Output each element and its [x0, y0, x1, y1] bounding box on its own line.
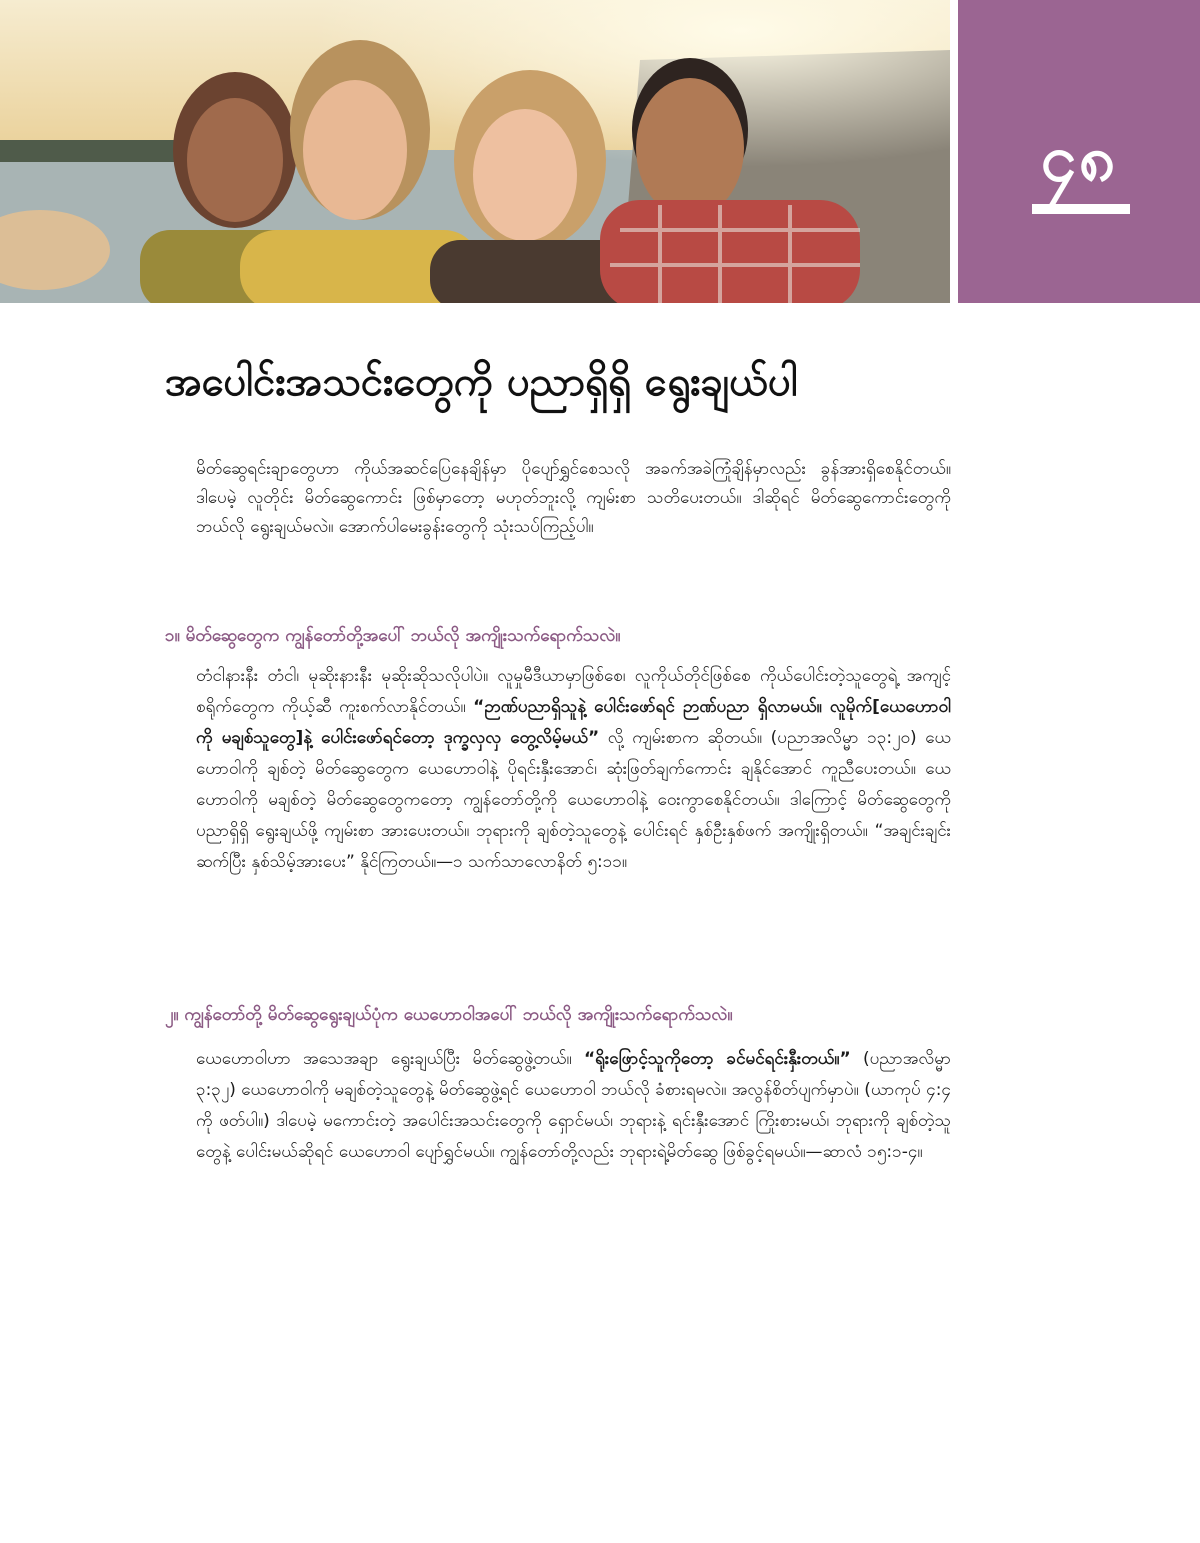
page-title: အပေါင်းအသင်းတွေကို ပညာရှိရှိ ရွေးချယ်ပါ: [165, 359, 798, 405]
question-2-text-b: (ပညာအလိမ္မာ ၃:၃၂) ယေဟောဝါကို မချစ်တဲ့သူတွေနဲ့ မိတ်ဆွေဖွဲ့ရင် ယေဟောဝါ ဘယ်လို ခံစားရမလဲ။ အလွန်စိတ်ပျက်မှာပဲ။ (ယာကုပ် ၄:၄ ကို ဖတ်ပါ။) ဒါပေမဲ့ မကောင်းတဲ့ အပေါင်းအသင်းတွေကို ရှောင်မယ်၊ ဘုရားနဲ့ ရင်းနှီးအောင် ကြိုးစားမယ်၊ ဘုရားကို ချစ်တဲ့သူတွေနဲ့ ပေါင်းမယ်ဆိုရင် ယေဟောဝါ ပျော်ရွှင်မယ်။ ကျွန်တော်တို့လည်း ဘုရားရဲ့မိတ်ဆွေ ဖြစ်ခွင့်ရမယ်။—ဆာလံ ၁၅:၁-၄။: [196, 1049, 951, 1162]
question-1-heading: ၁။ မိတ်ဆွေတွေက ကျွန်တော်တို့အပေါ် ဘယ်လို အကျိုးသက်ရောက်သလဲ။: [165, 626, 621, 646]
group-selfie-photo-icon: [0, 0, 950, 303]
question-1-text-a: တံငါနားနီး တံငါ၊ မုဆိုးနားနီး မုဆိုးဆိုသလိုပါပဲ။ လူမှုမီဒီယာမှာဖြစ်စေ၊ လူကိုယ်တိုင်ဖြစ်စေ ကိုယ်ပေါင်းတဲ့သူတွေရဲ့ အကျင့်စရိုက်တွေက ကိုယ့်ဆီ ကူးစက်လာနိုင်တယ်။: [196, 666, 951, 717]
question-1-quote: “ဉာဏ်ပညာရှိသူနဲ့ ပေါင်းဖော်ရင် ဉာဏ်ပညာ ရှိလာမယ်။ လူမိုက်[ယေဟောဝါကို မချစ်သူတွေ]နဲ့ ပေါင်းဖော်ရင်တော့ ဒုက္ခလှလှ တွေ့လိမ့်မယ်”: [196, 697, 951, 748]
question-2-text-a: ယေဟောဝါဟာ အသေအချာ ရွေးချယ်ပြီး မိတ်ဆွေဖွဲ့တယ်။: [196, 1049, 584, 1069]
hero-photo: [0, 0, 950, 303]
lesson-number-badge: [958, 0, 1200, 303]
lesson-number: ၄၈: [1040, 122, 1118, 196]
question-1-paragraph: [196, 661, 951, 878]
question-2-heading: ၂။ ကျွန်တော်တို့ မိတ်ဆွေရွေးချယ်ပုံက ယေဟောဝါအပေါ် ဘယ်လို အကျိုးသက်ရောက်သလဲ။: [165, 1005, 733, 1025]
question-2-quote: “ရိုးဖြောင့်သူကိုတော့ ခင်မင်ရင်းနှီးတယ်။”: [584, 1049, 851, 1069]
badge-underline: [1032, 204, 1130, 214]
intro-paragraph: မိတ်ဆွေရင်းချာတွေဟာ ကိုယ်အဆင်ပြေနေချိန်မှာ ပိုပျော်ရွှင်စေသလို အခက်အခဲကြုံချိန်မှာလည်း ခွန်အားရှိစေနိုင်တယ်။ ဒါပေမဲ့ လူတိုင်း မိတ်ဆွေကောင်း ဖြစ်မှာတော့ မဟုတ်ဘူးလို့ ကျမ်းစာ သတိပေးတယ်။ ဒါဆိုရင် မိတ်ဆွေကောင်းတွေကို ဘယ်လို ရွေးချယ်မလဲ။ အောက်ပါမေးခွန်းတွေကို သုံးသပ်ကြည့်ပါ။: [196, 459, 951, 537]
question-1-text-b: လို့ ကျမ်းစာက ဆိုတယ်။ (ပညာအလိမ္မာ ၁၃:၂၀) ယေဟောဝါကို ချစ်တဲ့ မိတ်ဆွေတွေက ယေဟောဝါနဲ့ ပိုရင်းနှီးအောင်၊ ဆုံးဖြတ်ချက်ကောင်း ချနိုင်အောင် ကူညီပေးတယ်။ ယေဟောဝါကို မချစ်တဲ့ မိတ်ဆွေတွေကတော့ ကျွန်တော်တို့ကို ယေဟောဝါနဲ့ ဝေးကွာစေနိုင်တယ်။ ဒါကြောင့် မိတ်ဆွေတွေကို ပညာရှိရှိ ရွေးချယ်ဖို့ ကျမ်းစာ အားပေးတယ်။ ဘုရားကို ချစ်တဲ့သူတွေနဲ့ ပေါင်းရင် နှစ်ဦးနှစ်ဖက် အကျိုးရှိတယ်။ “အချင်းချင်း ဆက်ပြီး နှစ်သိမ့်အားပေး” နိုင်ကြတယ်။—၁ သက်သာလောနိတ် ၅:၁၁။: [196, 728, 951, 872]
question-2-paragraph: [196, 1044, 951, 1168]
